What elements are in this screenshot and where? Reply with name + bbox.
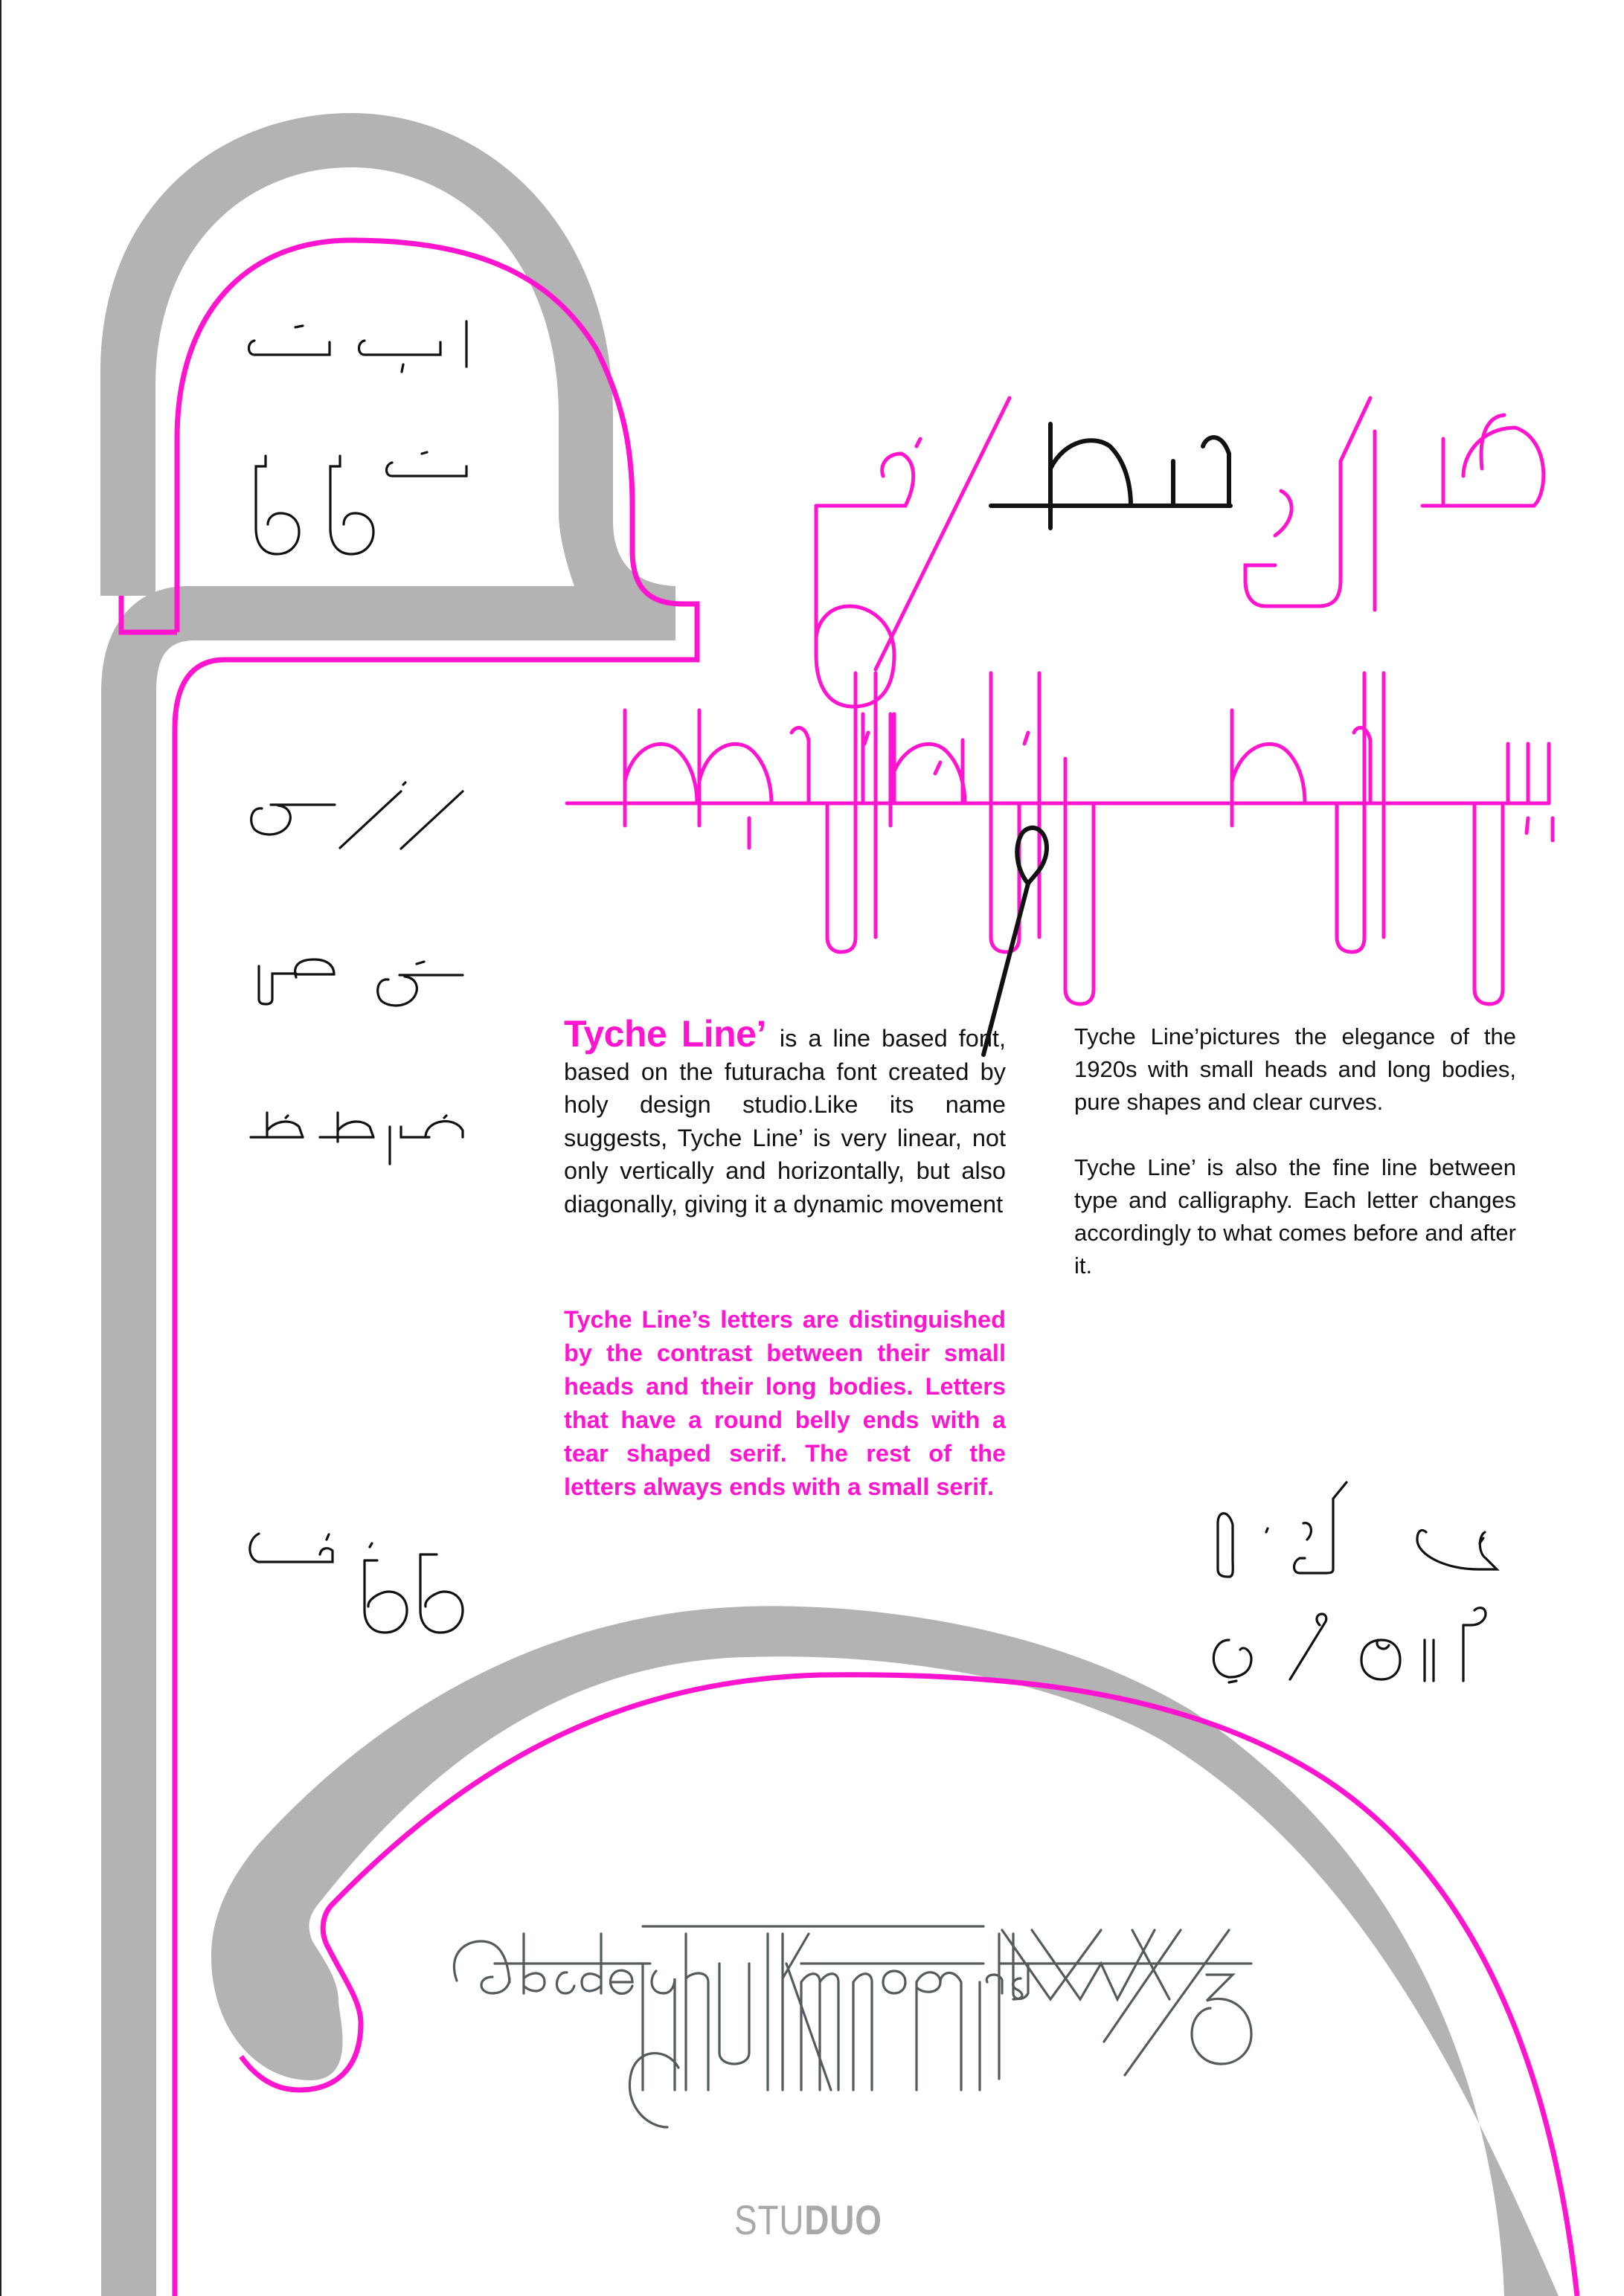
side-paragraph-1: Tyche Line’pictures the elegance of the 1920s with small heads and long bodies, pure shapes and clear curves. xyxy=(1074,1023,1516,1115)
logo-bold: DUO xyxy=(804,2196,882,2243)
highlight-body: Tyche Line’s letters are distinguished by the contrast between their small heads and their long bodies. Letters that have a round belly ends with a tear shaped serif. The rest of the letters always ends with a small serif. xyxy=(564,1306,1006,1500)
logo-light: STU xyxy=(734,2196,805,2243)
intro-body: is a line based font, based on the futuracha font created by holy design studio.Like its name suggests, Tyche Line’ is very linear, not only vertically and horizontally, but also diagonally, giving it a dynamic movement xyxy=(564,1025,1006,1218)
studuo-logo xyxy=(734,2196,882,2244)
font-name-title: Tyche Line’ xyxy=(564,1013,766,1055)
side-column xyxy=(1074,1020,1516,1315)
intro-paragraph xyxy=(564,1013,1006,1221)
side-paragraph-2: Tyche Line’ is also the fine line between type and calligraphy. Each letter changes accordingly to what comes before and after it. xyxy=(1074,1154,1516,1279)
highlight-paragraph xyxy=(564,1303,1006,1504)
